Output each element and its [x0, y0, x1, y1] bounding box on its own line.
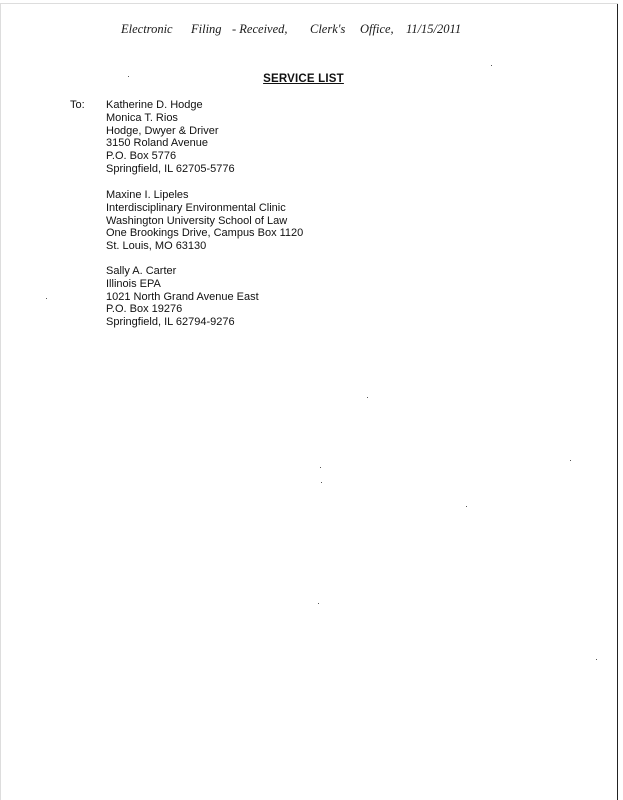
address-line: Springfield, IL 62794-9276: [106, 316, 235, 329]
address-line: Springfield, IL 62705-5776: [106, 162, 235, 175]
filing-stamp: [0, 22, 623, 40]
scan-speck: [321, 482, 322, 483]
stamp-word-filing: Filing: [191, 22, 222, 36]
page-edge-left: [0, 4, 1, 800]
address-line: One Brookings Drive, Campus Box 1120: [106, 227, 304, 240]
stamp-date: 11/15/2011: [406, 22, 462, 36]
address-line: St. Louis, MO 63130: [106, 240, 207, 253]
to-label: To:: [70, 99, 85, 111]
scan-speck: [367, 397, 368, 398]
address-line: Sally A. Carter: [106, 265, 177, 277]
scan-speck: [318, 603, 319, 604]
address-line: Katherine D. Hodge: [106, 99, 203, 111]
recipient-address-3: [106, 265, 259, 329]
scan-speck: [491, 65, 492, 66]
address-line: 3150 Roland Avenue: [106, 137, 208, 150]
address-line: Monica T. Rios: [106, 111, 178, 124]
stamp-word-electronic: Electronic: [121, 22, 173, 36]
scan-speck: [46, 298, 47, 299]
address-line: Hodge, Dwyer & Driver: [106, 124, 219, 137]
recipient-address-2: [106, 189, 303, 253]
stamp-word-clerks: Clerk's: [310, 22, 346, 36]
page-title: SERVICE LIST: [263, 73, 344, 85]
address-line: P.O. Box 19276: [106, 303, 183, 316]
scan-speck: [570, 460, 571, 461]
scan-speck: [320, 467, 321, 468]
scan-speck: [466, 506, 467, 507]
stamp-word-received: - Received,: [232, 22, 288, 36]
address-line: P.O. Box 5776: [106, 150, 177, 163]
address-line: 1021 North Grand Avenue East: [106, 290, 259, 303]
address-line: Illinois EPA: [106, 277, 161, 290]
address-line: Interdisciplinary Environmental Clinic: [106, 201, 286, 214]
scan-speck: [128, 76, 129, 77]
stamp-word-office: Office,: [360, 22, 394, 36]
scan-speck: [596, 659, 597, 660]
page-edge-top: [0, 3, 618, 4]
page-edge-right: [617, 4, 618, 800]
address-line: Maxine I. Lipeles: [106, 189, 189, 201]
recipient-address-1: [106, 99, 235, 176]
address-line: Washington University School of Law: [106, 214, 288, 227]
